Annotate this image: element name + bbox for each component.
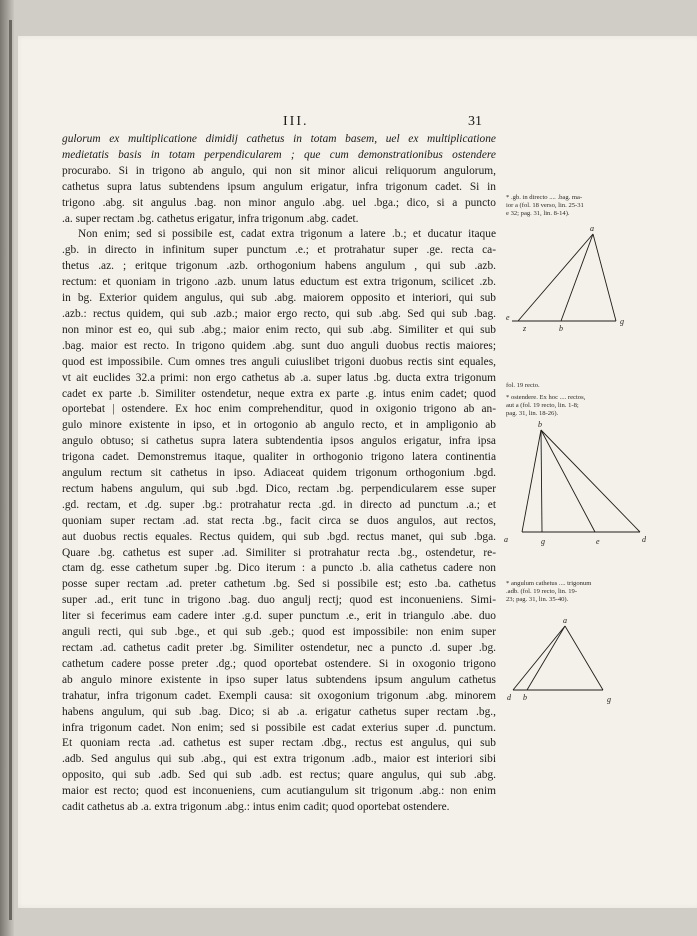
fig2-label-b: b: [538, 420, 542, 429]
fig1-label-a: a: [590, 224, 594, 233]
fig3-label-g: g: [607, 695, 611, 704]
text-line: .azb.: rectus quidem, qui sub .azb.; maior ergo recto, qui sub .abg. Sed qui sub .bag.: [62, 307, 496, 320]
margin-note-line: * .gb. in directo .... .bag. ma-: [506, 194, 583, 201]
text-line: trigono .abg. sit angulus .bag. non minor angulo .abg. uel .bga.; dico, si a puncto: [62, 196, 496, 209]
text-line: .gd. rectam, et .dg. super .bg.: protrahatur recta .gd. in directo ad punctum .a.; et: [62, 498, 496, 511]
fig1-line-ae: [518, 234, 593, 321]
text-line: super .ad., erit tunc in trigono .bag. duo angulj rectj; quod est inconueniens. Simi-: [62, 594, 496, 607]
text-line: trahatur, infra trigonum cadet. Exempli causa: sit oxogonium trigonum .abg. minorem: [62, 689, 496, 702]
text-line: .adb. Sed angulus qui sub .abg., qui est extra trigonum .adb., maior est interiori sibi: [62, 753, 496, 766]
fig3-label-d: d: [507, 693, 511, 702]
margin-note: [506, 382, 656, 390]
fig2-label-a: a: [504, 535, 508, 544]
text-line: cathetus supra latus subtendens ipsum angulum erigatur, infra trigonum cadet. Si in: [62, 180, 496, 193]
text-line: .gb. in directo in infinitum super punctum .e.; et protrahatur super .ge. recta ca-: [62, 244, 496, 257]
fig1-label-z: z: [523, 324, 527, 333]
text-line: procurabo. Si in trigono ab angulo, qui non sit minor alicui reliquorum angulorum,: [62, 164, 496, 177]
text-line: posse super rectam .ad. preter cathetum .bg. Sed si possibile est; esto .ba. cathetus: [62, 578, 496, 591]
margin-note-line: aut a (fol. 19 recto, lin. 1-8;: [506, 402, 579, 410]
fig2-label-g: g: [541, 537, 545, 546]
figure-1-diagram: [504, 226, 639, 336]
text-line: medietatis basis in totam perpendicularem ; que cum demonstrationibus ostendere: [62, 148, 496, 161]
text-line: angulum rectum sit cathetus in ipso. Adiaceat quidem trigonum orthogonium .bgd.: [62, 467, 496, 480]
fig1-line-ab: [561, 234, 593, 321]
fig3-line-ag: [565, 626, 603, 690]
text-line: ctam dg. esse cathetum super .bg. Dico iterum : a puncto .b. alia cathetus cadere non: [62, 562, 496, 575]
text-line: cathetum cadere posse preter .dg.; quod oportebat ostendere. Si in oxogonio trigono: [62, 657, 496, 670]
fig1-label-e: e: [506, 313, 510, 322]
margin-note-line: pag. 31, lin. 18-26).: [506, 410, 559, 418]
text-line: rectam .ad. cathetus cadit preter .bg. Similiter ostendetur, nec a puncto .d. super .bg.: [62, 642, 496, 654]
text-line: ab angulo minore existente in ipso super latus subtendens ipsum angulum cathetus: [62, 673, 496, 686]
fig1-line-ag: [593, 234, 616, 321]
text-line: in bg. Exterior quidem angulus, qui sub .abg. maiorem opposito et interiori, qui sub: [62, 292, 496, 305]
text-line: cadit cathetus ab .a. extra trigonum .abg.: intus enim cadit; quod oportebat ostendere.: [62, 801, 450, 814]
text-line: Non enim; sed si possibile est, cadat extra trigonum a latere .b.; et ducatur itaque: [78, 228, 496, 241]
fig1-label-g: g: [620, 317, 624, 326]
text-line: gulo minore existente in ipso, et in ortogonio ab angulo recto, et in ampligonio ab: [62, 419, 496, 432]
main-text: [62, 132, 496, 816]
text-line: quoniam super rectam .ad. stat recta .bg., facit circa se duos angulos, aut rectos,: [62, 514, 496, 527]
text-line: oportebat | ostendere. Ex hoc enim comprehenditur, quod in oxigonio trigono ab an-: [62, 403, 496, 416]
fig2-line-bd: [541, 430, 640, 532]
fig2-line-bg: [541, 430, 542, 532]
text-line: aut duobus rectis equales. Rectus quidem, qui sub .bgd. rectus manet, qui sub .bga.: [62, 530, 496, 543]
text-line: .bag. maior est recto. In trigono quidem .abg. sunt duo anguli duobus rectis maiores;: [62, 339, 496, 352]
margin-note-line: 23; pag. 31, lin. 35-40).: [506, 596, 569, 604]
margin-note-line: fol. 19 recto.: [506, 382, 540, 389]
margin-note-line: .adb. (fol. 19 recto, lin. 19-: [506, 588, 578, 596]
text-line: infra trigonum cadet. Non enim; sed si possibile est cadat exterius super .d. punctum.: [62, 721, 496, 734]
margin-note-line: ior a (fol. 18 verso, lin. 25-31: [506, 202, 584, 210]
chapter-number: III.: [283, 114, 309, 129]
text-line: thetus .az. ; eritque trigonum .azb. orthogonium habens angulum , qui sub .azb.: [62, 260, 496, 273]
margin-note: [506, 394, 656, 419]
fig3-line-ab: [527, 626, 565, 690]
margin-note-line: e 32; pag. 31, lin. 8-14).: [506, 210, 570, 218]
text-line: quod est impossibile. Cum omnes tres anguli cuiuslibet trigoni duobus rectis sint equales,: [62, 355, 496, 368]
text-line: anguli recti, qui sub .bge., et qui sub .geb.; quod est impossibile: non enim super: [62, 626, 496, 639]
text-line: angulo obtuso; si cathetus supra latera subtendentia ipsos angulos erigatur, infra ipsa: [62, 435, 496, 448]
margin-note: [506, 580, 656, 605]
text-line: trigona cadet. Demonstremus itaque, qualiter in orthogonio trigono latera continentia: [62, 451, 496, 464]
fig2-line-be: [541, 430, 595, 532]
page-number: 31: [468, 114, 482, 129]
text-line: rectum habens angulum, qui sub .bgd. Dico, rectam .bg. perpendicularem esse super: [62, 482, 496, 495]
fig3-label-b: b: [523, 693, 527, 702]
figure-3-diagram: [503, 616, 623, 706]
text-line: Quare .bg. cathetus est super .ad. Similiter si protrahatur recta .bg., ostendetur, re-: [62, 546, 496, 559]
page-header: [18, 114, 697, 134]
text-line: Et quoniam recta .ad. cathetus est super rectam .dbg., rectus est angulus, qui sub: [62, 737, 496, 750]
text-line: vt ait euclides 32.a primi: non ergo cathetus ab .a. super latus .bg. ducta extra trigonum: [62, 371, 496, 384]
fig3-label-a: a: [563, 616, 567, 625]
fig2-label-e: e: [596, 537, 600, 546]
book-spine-edge: [9, 20, 12, 920]
text-line: gulorum ex multiplicatione dimidij cathetus in totam basem, uel ex multiplicatione: [62, 133, 496, 145]
figure-2-diagram: [502, 422, 652, 547]
book-page: [18, 36, 697, 908]
text-line: non minor est eo, qui sub .abg.; maior enim recto, qui sub .abg. Similiter et qui sub: [62, 323, 496, 336]
text-line: .a. super rectam .bg. cathetus erigatur, infra trigonum .abg. cadet.: [62, 212, 359, 225]
fig2-line-ba: [522, 430, 541, 532]
fig2-label-d: d: [642, 535, 646, 544]
text-line: habens angulum, qui sub .bag. Dico; si ab .a. erigatur cathetus super rectam .bg.,: [62, 705, 496, 718]
margin-note-line: * angulum cathetus .... trigonum: [506, 580, 592, 587]
text-line: liter si fecerimus eam cadere inter .g.d. super punctum .e., erit in triangulo .abe. duo: [62, 610, 496, 623]
text-line: opposito, qui sub .adb. Sed qui sub .adb. est rectus; quare angulus, qui sub .abg.: [62, 769, 496, 782]
text-line: cadet ex parte .b. Similiter ostendetur, neque extra ex parte .g. intus enim cadet; quod: [62, 387, 496, 400]
margin-note: [506, 194, 656, 219]
margin-note-line: * ostendere. Ex hoc .... rectos,: [506, 394, 586, 401]
text-line: rectum: et quoniam in trigono .azb. unum latus eductum est extra trigonum, scilicet .zb.: [62, 276, 496, 289]
text-line: maior est recto; quod est inconueniens, cum acutiangulum sit trigonum .abg.: non enim: [62, 785, 496, 798]
fig1-label-b: b: [559, 324, 563, 333]
fig3-line-ad: [513, 626, 565, 690]
